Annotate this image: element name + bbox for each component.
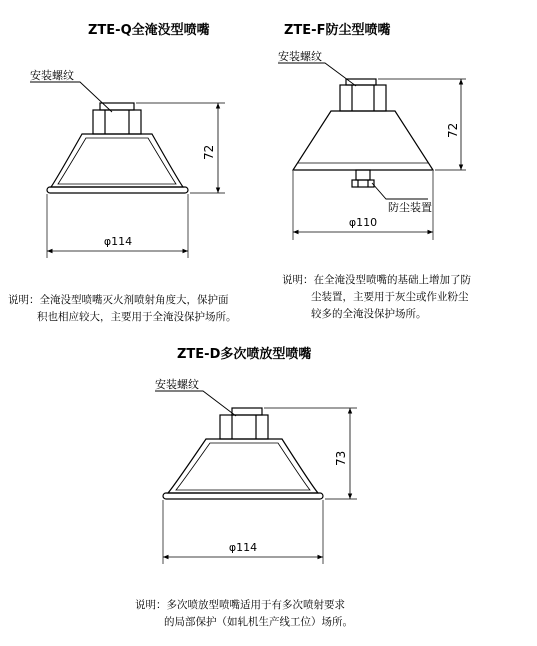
- nozzle-f-note: [282, 272, 471, 323]
- nozzle-d-base: [163, 493, 323, 499]
- nozzle-f-dust-cap: [352, 170, 374, 187]
- nozzle-d-note-line: 说明：多次喷放型喷嘴适用于有多次喷射要求: [135, 599, 345, 611]
- nozzle-d-cone-inner: [176, 443, 310, 490]
- nozzle-q-note-line: 积也相应较大，主要用于全淹没保护场所。: [37, 311, 237, 323]
- nozzle-q-label-mount: 安装螺纹: [30, 69, 74, 82]
- nozzle-q-note-line: 说明：全淹没型喷嘴灭火剂喷射角度大，保护面: [8, 294, 229, 306]
- nozzle-q-title: ZTE-Q全淹没型喷嘴: [88, 23, 210, 38]
- nozzle-f-note-line: 尘装置，主要用于灰尘或作业粉尘: [311, 291, 469, 303]
- nozzle-d-title: ZTE-D多次喷放型喷嘴: [177, 347, 312, 362]
- nozzle-q-drawing: [30, 82, 225, 258]
- nozzle-q-dim-diameter: φ114: [103, 235, 133, 248]
- nozzle-f-note-line: 说明：在全淹没型喷嘴的基础上增加了防: [282, 274, 471, 286]
- nozzle-f-cone: [293, 111, 433, 170]
- nozzle-q-dim-height: 72: [202, 144, 216, 160]
- nozzle-d-dim-diameter: φ114: [228, 541, 258, 554]
- nozzle-f-hex-nut: [340, 85, 386, 111]
- nozzle-d-note-line: 的局部保护（如轧机生产线工位）场所。: [164, 616, 353, 628]
- nozzle-d-label-mount: 安装螺纹: [155, 378, 199, 391]
- nozzle-d-dim-height: 73: [334, 450, 348, 466]
- nozzle-q-thread: [100, 103, 134, 110]
- nozzle-d-leader-mount: [155, 391, 236, 416]
- nozzle-d-drawing: [155, 391, 357, 564]
- nozzle-d-thread: [232, 408, 262, 415]
- nozzle-f-label-dust: 防尘装置: [388, 201, 432, 214]
- nozzle-f-dim-height: 72: [446, 122, 460, 138]
- nozzle-q-note: [8, 292, 237, 326]
- nozzle-q-cone: [51, 134, 183, 187]
- nozzle-f-label-mount: 安装螺纹: [278, 50, 322, 63]
- nozzle-f-leader-dust: [372, 183, 428, 199]
- nozzle-q-base: [47, 187, 188, 193]
- nozzle-f-title: ZTE-F防尘型喷嘴: [284, 23, 391, 38]
- nozzle-d-note: [135, 597, 353, 631]
- nozzle-d-hex-nut: [220, 415, 268, 439]
- nozzle-f-drawing: [278, 63, 466, 240]
- nozzle-f-dim-diameter: φ110: [348, 216, 378, 229]
- nozzle-q-hex-nut: [93, 110, 141, 134]
- nozzle-f-note-line: 较多的全淹没保护场所。: [311, 308, 427, 320]
- nozzle-f-leader-mount: [278, 63, 356, 86]
- nozzle-d-cone: [168, 439, 318, 493]
